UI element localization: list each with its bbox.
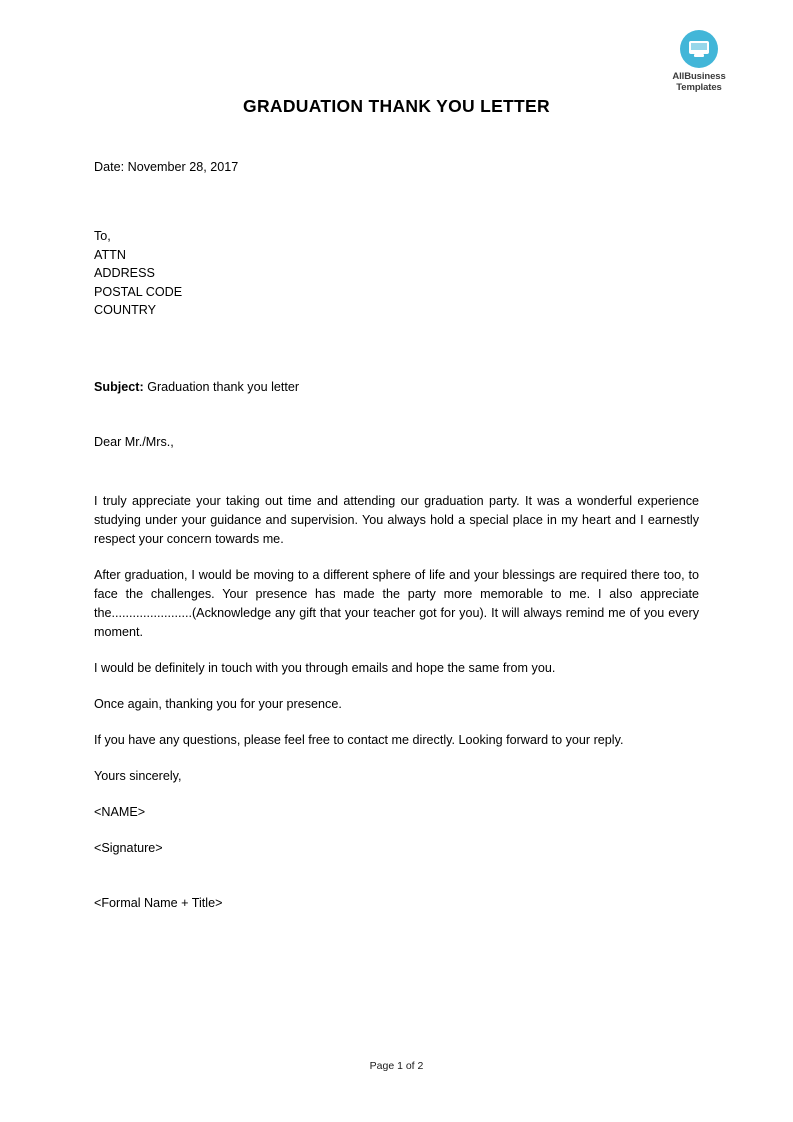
- page-footer: Page 1 of 2: [369, 1060, 424, 1072]
- monitor-screen-shape: [689, 41, 709, 54]
- monitor-icon: [680, 30, 718, 68]
- address-to: To,: [94, 229, 111, 243]
- address-attn: ATTN: [94, 247, 126, 262]
- body-paragraph: If you have any questions, please feel free to contact me directly. Looking forward to your reply.: [94, 732, 624, 747]
- logo-text-line2: Templates: [676, 82, 722, 93]
- subject-line: [94, 378, 699, 397]
- body-paragraph: After graduation, I would be moving to a different sphere of life and your blessings are required there too, to face the challenges. Your presence has made the party more memorable to me. I also appreciate the.......................(Acknowledge any gift that your teacher got for you). It will always remind me of you every moment.: [94, 567, 699, 639]
- date-line: Date: November 28, 2017: [94, 160, 239, 174]
- address-country: COUNTRY: [94, 303, 157, 317]
- body-paragraph: Once again, thanking you for your presence.: [94, 696, 342, 711]
- allbusiness-templates-logo: [653, 30, 745, 93]
- closing-line: Yours sincerely,: [94, 768, 182, 783]
- recipient-address-block: [94, 227, 699, 320]
- signature-placeholder: <Signature>: [94, 840, 163, 855]
- subject-value: Graduation thank you letter: [147, 379, 300, 394]
- body-paragraph: I would be definitely in touch with you through emails and hope the same from you.: [94, 660, 556, 675]
- subject-label: Subject:: [94, 379, 144, 394]
- letter-body: [94, 158, 699, 930]
- name-placeholder: <NAME>: [94, 804, 146, 819]
- page-title: GRADUATION THANK YOU LETTER: [243, 96, 550, 116]
- address-street: ADDRESS: [94, 266, 155, 280]
- monitor-stand-shape: [694, 54, 704, 57]
- logo-text-line1: AllBusiness: [672, 71, 726, 82]
- formal-name-placeholder: <Formal Name + Title>: [94, 895, 223, 910]
- salutation: Dear Mr./Mrs.,: [94, 434, 174, 449]
- body-paragraph: I truly appreciate your taking out time and attending our graduation party. It was a wonderful experience studying under your guidance and supervision. You always hold a special place in my heart and I earnestly respect your concern towards me.: [94, 493, 699, 546]
- address-postal-code: POSTAL CODE: [94, 284, 183, 299]
